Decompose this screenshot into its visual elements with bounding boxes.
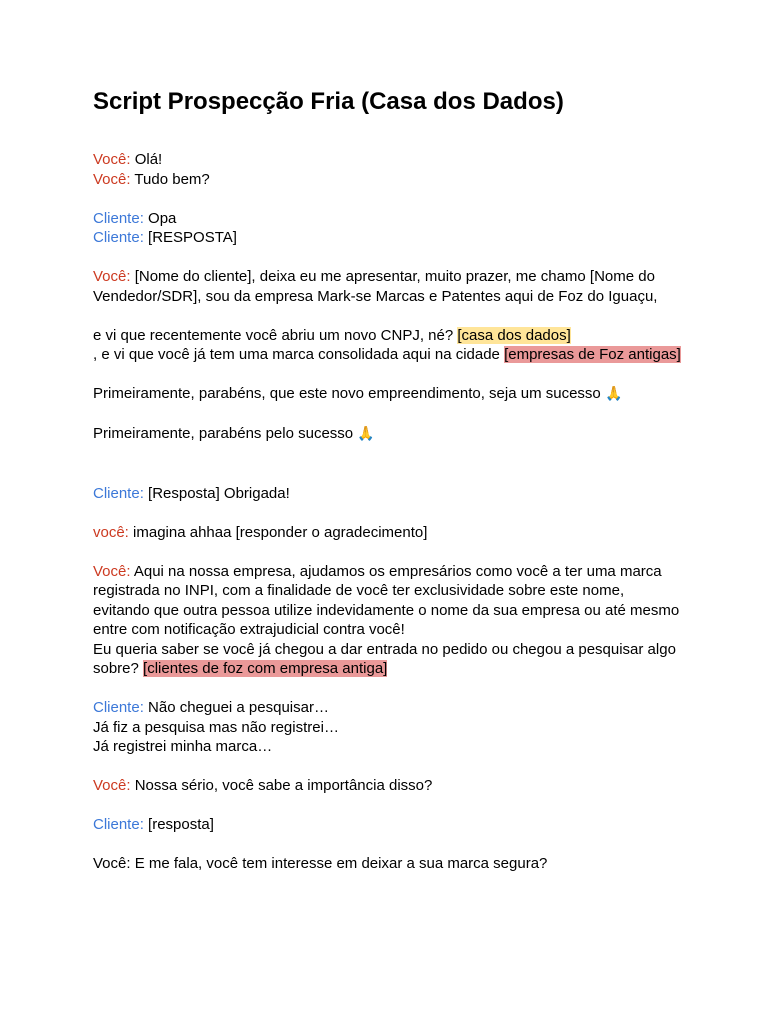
line-text: Tudo bem? [130, 170, 210, 188]
line-text: [resposta] [143, 816, 214, 833]
line-cliente-resposta [93, 228, 683, 248]
pray-icon: 🙏 [357, 426, 375, 442]
line-text: [Nome do cliente], deixa eu me apresentar, muito prazer, me chamo [Nome do Vendedor/SDR], sou da empresa Mark-se Marcas e Patentes aqui de Foz do Iguaçu, [93, 268, 658, 305]
highlight-casa-dos-dados: [casa dos dados] [457, 326, 571, 344]
line-text: [Resposta] Obrigada! [143, 484, 290, 502]
line-text: Primeiramente, parabéns pelo sucesso [93, 425, 358, 442]
script-body [93, 150, 683, 874]
speaker-voce: Você: [93, 268, 131, 285]
line-parabens-empreendimento [93, 384, 683, 405]
line-voce-interesse: Você: E me fala, você tem interesse em deixar a sua marca segura? [93, 855, 548, 872]
speaker-cliente: Cliente: [93, 699, 144, 716]
pray-icon: 🙏 [604, 386, 623, 402]
line-text: Não cheguei a pesquisar… [143, 699, 329, 716]
document-title: Script Prospecção Fria (Casa dos Dados) [93, 88, 564, 115]
line-voce-pitch [93, 562, 683, 640]
line-text: Opa [143, 209, 177, 227]
line-parabens-sucesso [93, 424, 683, 445]
line-text: Nossa sério, você sabe a importância disso? [130, 777, 433, 794]
speaker-voce: Você: [93, 151, 131, 168]
line-pergunta-pedido [93, 640, 683, 679]
line-voce-tudo-bem [93, 170, 683, 190]
line-text: Olá! [130, 151, 163, 168]
speaker-cliente: Cliente: [93, 209, 144, 227]
line-text: [RESPOSTA] [143, 229, 237, 246]
speaker-voce-lower: você: [93, 523, 129, 541]
line-cnpj [93, 326, 683, 346]
line-ja-registrei: Já registrei minha marca… [93, 738, 273, 755]
line-text: imagina ahhaa [responder o agradecimento] [128, 523, 428, 541]
line-text: Eu queria saber se você já chegou a dar entrada no pedido ou chegou a pesquisar algo sobre? [93, 640, 676, 677]
speaker-voce: Você: [93, 562, 131, 580]
line-text: Aqui na nossa empresa, ajudamos os empresários como você a ter uma marca registrada no INPI, com a finalidade de você ter exclusividade sobre este nome, evitando que outra pessoa utilize indevidamente o nome da sua empresa ou até mesmo entre com notificação extrajudicial contra você! [93, 562, 680, 638]
speaker-cliente: Cliente: [93, 229, 144, 246]
line-voce-importancia [93, 776, 683, 796]
speaker-cliente: Cliente: [93, 484, 144, 502]
line-text: Primeiramente, parabéns, que este novo empreendimento, seja um sucesso [93, 385, 605, 402]
speaker-cliente: Cliente: [93, 816, 144, 833]
line-marca-consolidada [93, 345, 683, 365]
speaker-voce: Você: [93, 170, 131, 188]
line-text: e vi que recentemente você abriu um novo CNPJ, né? [93, 326, 458, 344]
line-voce-ola [93, 150, 683, 170]
highlight-clientes-de-foz: [clientes de foz com empresa antiga] [143, 660, 388, 677]
line-cliente-resposta-final [93, 815, 683, 835]
highlight-empresas-de-foz: [empresas de Foz antigas] [504, 346, 681, 363]
line-voce-imagina [93, 523, 683, 543]
line-text: , e vi que você já tem uma marca consolidada aqui na cidade [93, 346, 505, 363]
line-voce-apresentacao [93, 267, 683, 306]
line-ja-fiz-pesquisa: Já fiz a pesquisa mas não registrei… [93, 718, 339, 736]
speaker-voce: Você: [93, 777, 131, 794]
line-cliente-nao-pesquisou [93, 698, 683, 718]
line-cliente-opa [93, 209, 683, 229]
line-cliente-obrigada [93, 484, 683, 504]
